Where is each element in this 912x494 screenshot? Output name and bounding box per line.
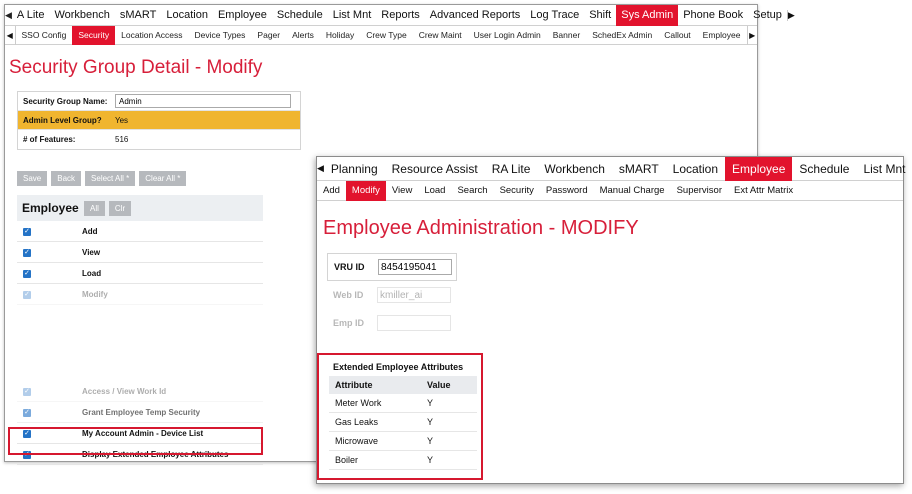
subnav-item[interactable]: Security (499, 184, 534, 196)
subnav-item[interactable]: SchedEx Admin (592, 29, 653, 40)
table-row (17, 242, 263, 263)
employee-permissions-grid (17, 195, 263, 465)
nav-item[interactable]: Schedule (276, 8, 323, 21)
checkbox[interactable]: ✓ (24, 451, 30, 458)
nav-item[interactable]: sMART (119, 8, 157, 21)
attribute-value: Y (427, 455, 434, 465)
permission-label: My Account Admin - Device List (82, 428, 204, 438)
admin-level-row (18, 111, 300, 130)
table-row (329, 451, 477, 470)
subnav-item[interactable]: Load (424, 184, 446, 196)
attribute-name: Microwave (335, 436, 379, 446)
subnav-item[interactable]: Ext Attr Matrix (734, 184, 794, 196)
features-label: # of Features: (23, 135, 76, 144)
extended-attributes-table (329, 358, 477, 470)
table-row (17, 402, 263, 423)
table-row (17, 381, 263, 402)
employee-admin-window (316, 156, 904, 484)
attribute-name: Gas Leaks (335, 417, 379, 427)
employee-id-form (327, 253, 457, 337)
subnav-item[interactable]: Callout (664, 29, 691, 40)
grid-header (17, 195, 263, 221)
permission-label: Grant Employee Temp Security (82, 407, 201, 417)
all-button[interactable]: All (84, 201, 105, 216)
main-nav (5, 5, 795, 26)
subnav-right-arrow-icon[interactable]: ▶ (747, 26, 758, 45)
nav-item[interactable]: Workbench (544, 161, 605, 176)
group-name-label: Security Group Name: (23, 96, 108, 106)
subnav-item-security[interactable]: Security (72, 26, 115, 45)
nav-item[interactable]: Log Trace (530, 8, 580, 21)
subnav-item[interactable]: Holiday (325, 29, 355, 40)
permission-label: View (82, 247, 101, 257)
page-title: Employee Administration - MODIFY (323, 217, 639, 239)
permission-label: Modify (82, 289, 108, 299)
nav-left-arrow-icon[interactable]: ◀ (317, 163, 324, 173)
nav-item[interactable]: Shift (589, 8, 612, 21)
permission-label: Access / View Work Id (82, 386, 167, 396)
admin-level-label: Admin Level Group? (23, 115, 102, 125)
subnav-item[interactable]: Pager (257, 29, 281, 40)
vru-id-label: VRU ID (334, 262, 365, 272)
subnav-item[interactable]: SSO Config (21, 29, 67, 40)
attribute-name: Meter Work (335, 398, 382, 408)
nav-item[interactable]: Employee (217, 8, 267, 21)
nav-item[interactable]: List Mnt (332, 8, 372, 21)
web-id-input[interactable] (377, 287, 451, 303)
checkbox[interactable]: ✓ (24, 270, 30, 277)
nav-item[interactable]: Schedule (799, 161, 850, 176)
subnav-item[interactable]: Banner (552, 29, 581, 40)
nav-item[interactable]: Advanced Reports (429, 8, 521, 21)
nav-item[interactable]: List Mnt (863, 161, 906, 176)
action-buttons (17, 171, 186, 186)
subnav-item[interactable]: Crew Maint (418, 29, 462, 40)
back-button[interactable]: Back (51, 171, 81, 186)
subnav-item[interactable]: Alerts (292, 29, 314, 40)
attributes-header (329, 376, 477, 394)
select-all-button[interactable]: Select All * (85, 171, 135, 186)
table-row (17, 263, 263, 284)
permission-label: Load (82, 268, 102, 278)
nav-item-employee[interactable]: Employee (725, 157, 792, 181)
nav-item[interactable]: Phone Book (683, 8, 744, 21)
attribute-value: Y (427, 417, 434, 427)
checkbox[interactable]: ✓ (24, 249, 30, 256)
subnav-item[interactable]: Device Types (194, 29, 246, 40)
hidden-rows-gap (17, 305, 263, 381)
emp-id-input[interactable] (377, 315, 451, 331)
subnav-left-arrow-icon[interactable]: ◀ (5, 26, 16, 45)
clr-button[interactable]: Clr (109, 201, 131, 216)
attribute-name: Boiler (335, 455, 359, 465)
save-button[interactable]: Save (17, 171, 47, 186)
nav-item[interactable]: Workbench (54, 8, 110, 21)
sub-nav (5, 26, 757, 45)
subnav-item[interactable]: Search (457, 184, 488, 196)
table-row (17, 221, 263, 242)
subnav-item[interactable]: Manual Charge (599, 184, 665, 196)
table-row (17, 284, 263, 305)
nav-item[interactable]: Reports (381, 8, 420, 21)
nav-right-arrow-icon[interactable]: ▶ (787, 9, 795, 20)
subnav-item[interactable]: Add (323, 184, 340, 196)
nav-item[interactable]: A Lite (16, 8, 45, 21)
attributes-caption: Extended Employee Attributes (333, 362, 464, 372)
table-row (329, 394, 477, 413)
attribute-value: Y (427, 436, 434, 446)
col-attribute: Attribute (335, 380, 373, 390)
col-value: Value (427, 380, 451, 390)
web-id-label: Web ID (333, 290, 364, 300)
checkbox[interactable]: ✓ (24, 388, 30, 395)
vru-id-row (327, 253, 457, 281)
nav-item[interactable]: Resource Assist (391, 161, 478, 176)
page-title: Security Group Detail - Modify (9, 57, 263, 78)
checkbox[interactable]: ✓ (24, 430, 30, 437)
nav-item[interactable]: Location (672, 161, 719, 176)
subnav-item[interactable]: User Login Admin (473, 29, 541, 40)
subnav-item[interactable]: Employee (702, 29, 741, 40)
features-row (18, 130, 300, 149)
subnav-item[interactable]: Supervisor (676, 184, 722, 196)
checkbox[interactable]: ✓ (24, 291, 30, 298)
nav-item[interactable]: Planning (330, 161, 378, 176)
main-nav (317, 157, 906, 181)
nav-item[interactable]: sMART (618, 161, 659, 176)
checkbox[interactable]: ✓ (24, 409, 30, 416)
emp-id-row (327, 309, 457, 337)
features-value: 516 (115, 135, 129, 144)
admin-level-value: Yes (115, 115, 129, 125)
nav-item[interactable]: Location (166, 8, 208, 21)
vru-id-input[interactable] (378, 259, 452, 275)
highlight-box (8, 427, 263, 455)
subnav-item[interactable]: Location Access (121, 29, 183, 40)
permission-label: Display Extended Employee Attributes (82, 449, 229, 459)
group-name-input[interactable] (115, 94, 291, 108)
grid-title: Employee (22, 201, 79, 215)
subnav-item[interactable]: Password (545, 184, 588, 196)
clear-all-button[interactable]: Clear All * (139, 171, 186, 186)
checkbox[interactable]: ✓ (24, 228, 30, 235)
group-name-row (18, 92, 300, 111)
security-group-form (17, 91, 301, 150)
table-row (329, 413, 477, 432)
subnav-item[interactable]: View (391, 184, 413, 196)
nav-left-arrow-icon[interactable]: ◀ (5, 9, 12, 20)
web-id-row (327, 281, 457, 309)
emp-id-label: Emp ID (333, 318, 365, 328)
nav-item[interactable]: Setup (753, 8, 782, 21)
permission-label: Add (82, 226, 98, 236)
sub-nav (317, 181, 903, 201)
subnav-item-modify[interactable]: Modify (346, 181, 386, 201)
nav-item[interactable]: RA Lite (491, 161, 531, 176)
table-row (329, 432, 477, 451)
attribute-value: Y (427, 398, 434, 408)
nav-item-sys-admin[interactable]: Sys Admin (616, 5, 678, 26)
subnav-item[interactable]: Crew Type (366, 29, 407, 40)
